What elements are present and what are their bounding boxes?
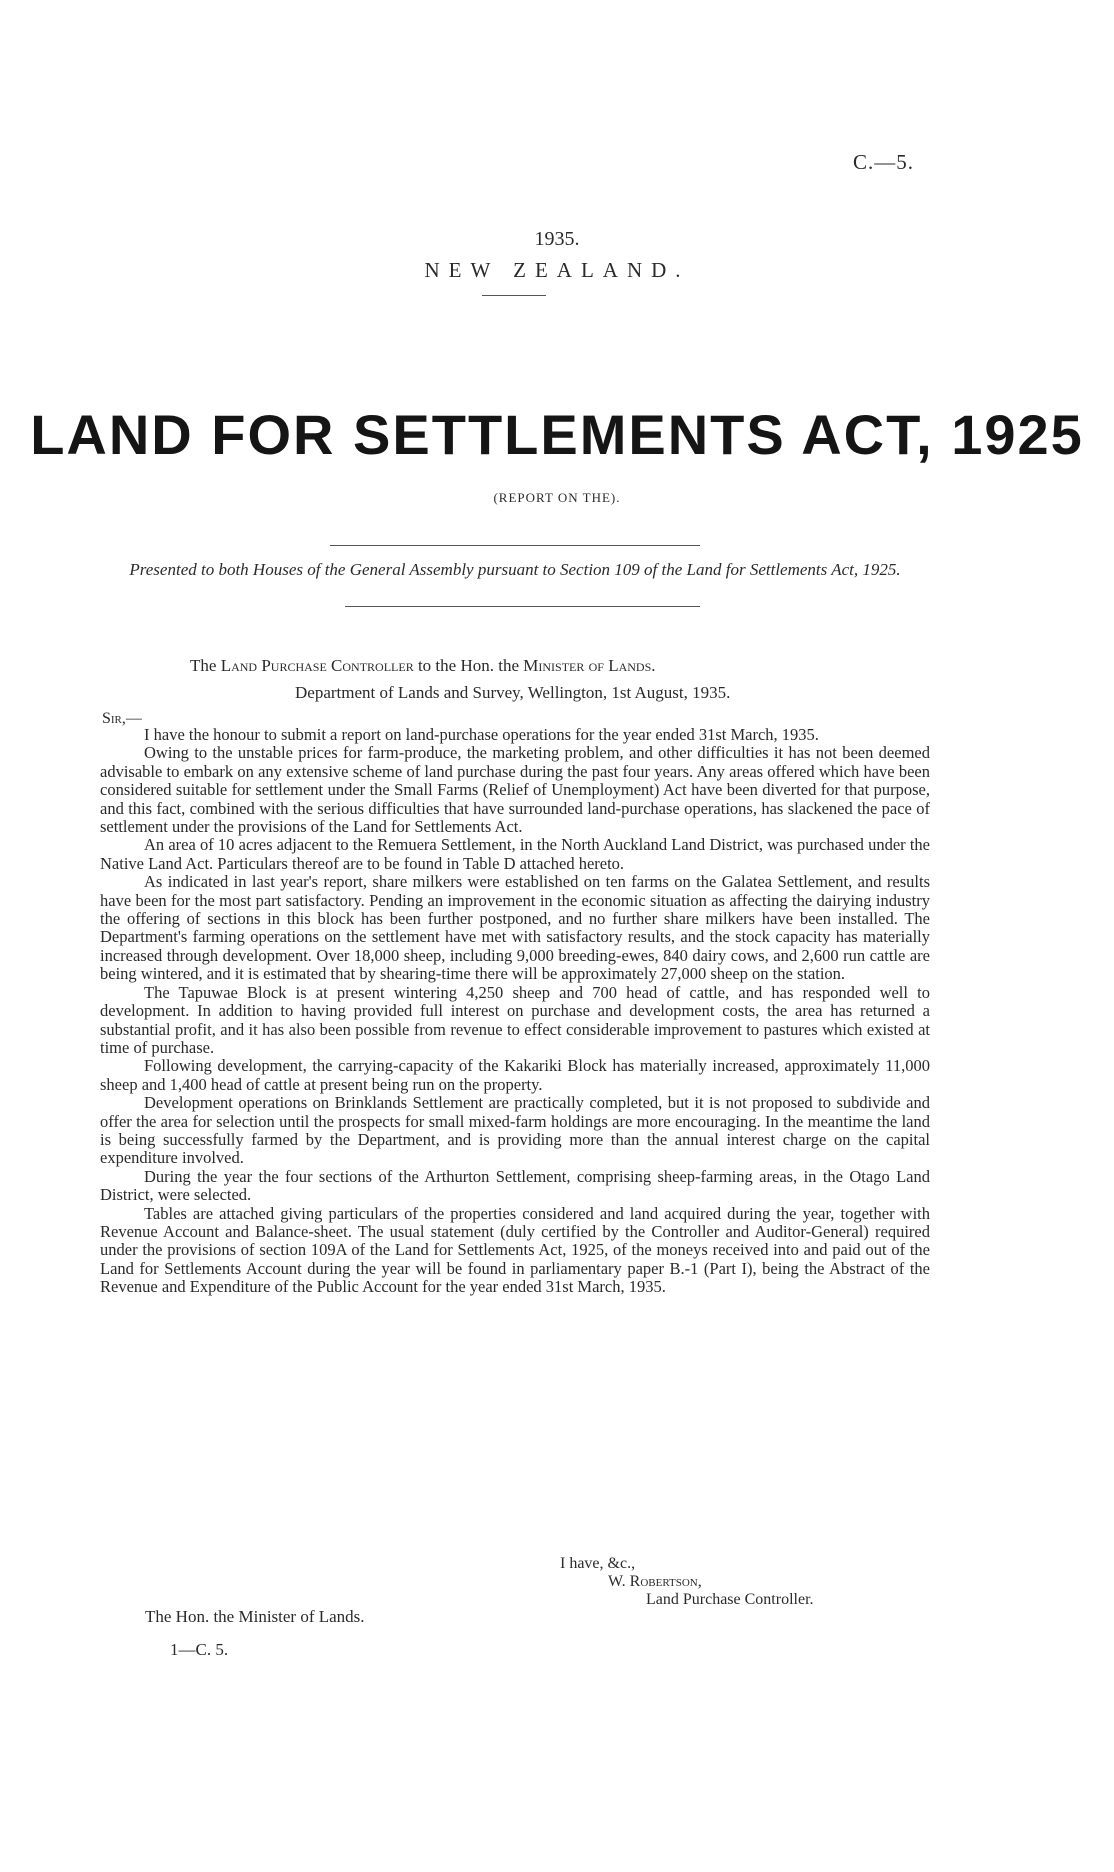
signature-title: Land Purchase Controller.	[646, 1591, 814, 1608]
letter-to-title: Minister of Lands	[523, 656, 652, 675]
document-reference: C.—5.	[852, 150, 914, 174]
letter-to-suffix: .	[651, 656, 656, 675]
presented-top-rule	[330, 545, 700, 546]
letter-salutation: Sir,—	[102, 710, 142, 727]
paragraph: As indicated in last year's report, share milkers were established on ten farms on the Galatea Settlement, and results have been for the most part satisfactory. Pending an improvement in the economic situation as affecting the dairying industry the offering of sections in this block has been further postponed, and no further share milkers have been installed. The Department's farming operations on the settlement have met with satisfactory results, and the stock capacity has materially increased through development. Over 18,000 sheep, including 9,000 breeding-ewes, 840 dairy cows, and 2,600 run cattle are being wintered, and it is estimated that by shearing-time there will be approximately 27,000 sheep on the station.	[100, 872, 930, 984]
letter-signature	[560, 1573, 814, 1591]
letter-body	[100, 726, 930, 1297]
letter-heading	[190, 656, 656, 676]
letter-from-title: Land Purchase Controller	[220, 656, 414, 675]
paragraph: Following development, the carrying-capacity of the Kakariki Block has materially increased, approximately 11,000 sheep and 1,400 head of cattle at present being run on the property.	[100, 1056, 930, 1094]
document-year: 1935.	[534, 228, 580, 250]
signature-initial: W.	[608, 1573, 630, 1590]
letter-addressee: The Hon. the Minister of Lands.	[145, 1607, 365, 1626]
paragraph: Development operations on Brinklands Settlement are practically completed, but it is not proposed to subdivide and offer the area for selection until the prospects for small mixed-farm holdings are more encouraging. In the meantime the land is being successfully farmed by the Department, and is providing more than the annual interest charge on the capital expenditure involved.	[100, 1093, 930, 1168]
header-rule	[482, 295, 546, 296]
footer-reference: 1—C. 5.	[170, 1640, 229, 1659]
paragraph: The Tapuwae Block is at present wintering 4,250 sheep and 700 head of cattle, and has responded well to development. In addition to having provided full interest on purchase and development costs, the area has returned a substantial profit, and it has also been possible from revenue to effect considerable improvement to pastures which existed at time of purchase.	[100, 982, 930, 1057]
letter-closing: I have, &c.,	[560, 1555, 636, 1572]
presented-statement: Presented to both Houses of the General Assembly pursuant to Section 109 of the Land for Settlements Act, 1925.	[129, 560, 901, 579]
letter-department-date: Department of Lands and Survey, Wellington, 1st August, 1935.	[295, 683, 731, 702]
letter-signoff	[560, 1555, 814, 1609]
paragraph: I have the honour to submit a report on land-purchase operations for the year ended 31st March, 1935.	[144, 725, 819, 744]
paragraph: Owing to the unstable prices for farm-produce, the marketing problem, and other difficulties it has not been deemed advisable to embark on any extensive scheme of land purchase during the past four years. Any areas offered which have been considered suitable for settlement under the Small Farms (Relief of Unemployment) Act have been diverted for that purpose, and this fact, combined with the serious difficulties that have surrounded land-purchase operations, has slackened the pace of settlement under the provisions of the Land for Settlements Act.	[100, 743, 930, 837]
letter-from-mid: to the Hon. the	[413, 656, 524, 675]
presented-bottom-rule	[345, 606, 700, 607]
document-subtitle: (REPORT ON THE).	[493, 490, 621, 505]
signature-name: Robertson,	[629, 1573, 702, 1590]
paragraph: Tables are attached giving particulars of the properties considered and land acquired during the year, together with Revenue Account and Balance-sheet. The usual statement (duly certified by the Controller and Auditor-General) required under the provisions of section 109A of the Land for Settlements Act, 1925, of the moneys received into and paid out of the Land for Settlements Account during the year will be found in parliamentary paper B.-1 (Part I), being the Abstract of the Revenue and Expenditure of the Public Account for the year ended 31st March, 1935.	[100, 1203, 930, 1297]
country-heading: NEW ZEALAND.	[424, 258, 690, 282]
document-title: LAND FOR SETTLEMENTS ACT, 1925	[30, 403, 1084, 466]
letter-from-prefix: The	[190, 656, 221, 675]
paragraph: An area of 10 acres adjacent to the Remuera Settlement, in the North Auckland Land District, was purchased under the Native Land Act. Particulars thereof are to be found in Table D attached hereto.	[100, 835, 930, 873]
paragraph: During the year the four sections of the Arthurton Settlement, comprising sheep-farming areas, in the Otago Land District, were selected.	[100, 1166, 930, 1205]
